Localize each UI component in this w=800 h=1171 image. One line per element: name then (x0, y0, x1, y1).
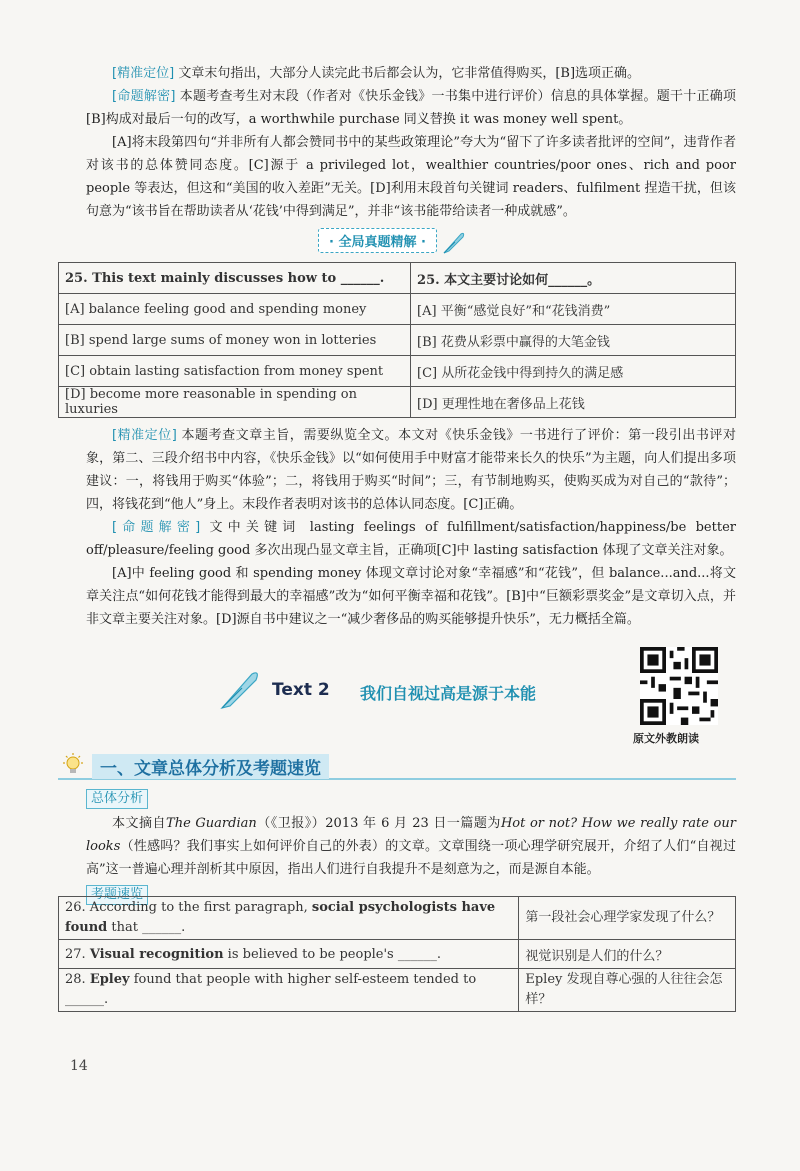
quill-icon (441, 230, 467, 256)
tag-label: 命题解密 (117, 89, 171, 104)
table-row (59, 294, 736, 325)
overview-text: 本文摘自The Guardian（《卫报》）2013 年 6 月 23 日一篇题为Hot or not? How we really rate our looks（性感吗？我们事实上如何评价自己的外表）的文章。文章围绕一项心理学研究展开，介绍了人们“自视过高”这一普遍心理并剖析其中原因，指出人们进行自我提升不是刻意为之，而是源自本能。 (86, 816, 736, 877)
top-p1: [精准定位] 文章末句指出，大部分人读完此书后都会认为，它非常值得购买，[B]选项正确。 (112, 66, 641, 81)
preview-q28-zh: Epley 发现自尊心强的人往往会怎样？ (519, 969, 736, 1012)
overview (86, 787, 736, 906)
q25-option-a-zh: [A] 平衡“感觉良好”和“花钱消费” (411, 294, 736, 325)
preview-tag: 考题速览 (86, 883, 736, 906)
lightbulb-icon (60, 752, 86, 778)
q25-option-c-en: [C] obtain lasting satisfaction from money spent (59, 356, 411, 387)
mid-p2: [命题解密] 文中关键词 lasting feelings of fulfillment/satisfaction/happiness/be better off/pleasure/feeling good 多次出现凸显文章主旨，正确项[C]中 lasting satisfaction 体现了文章关注对象。 (86, 520, 736, 558)
table-row (59, 897, 736, 940)
section-title: 一、文章总体分析及考题速览 (92, 754, 329, 779)
section-banner (318, 228, 488, 254)
tag-label: 精准定位 (117, 428, 172, 443)
text2-subtitle: 我们自视过高是源于本能 (360, 684, 537, 703)
tag-label: 精准定位 (117, 66, 170, 81)
table-row (59, 387, 736, 418)
top-p3: [A]将末段第四句“并非所有人都会赞同书中的某些政策理论”夸大为“留下了许多读者批评的空间”，违背作者对该书的总体赞同态度。[C]源于 a privileged lot，wealthier countries/poor ones、rich and poor people 等表达，但这和“美国的收入差距”无关。[D]利用末段首句关键词 readers、fulfilment 捏造干扰，但该句意为“该书旨在帮助读者从‘花钱’中得到满足”，并非“该书能带给读者一种成就感”。 (86, 135, 736, 219)
article-title: Hot or not? How we really rate our looks (86, 816, 736, 854)
preview-q28-en: 28. Epley found that people with higher self-esteem tended to ______. (59, 969, 519, 1012)
qr-caption: 原文外教朗读 (633, 732, 699, 745)
qr-code-icon[interactable] (640, 647, 718, 725)
table-row (59, 325, 736, 356)
table-row (59, 263, 736, 294)
mid-p2-text: 文中关键词 lasting feelings of fulfillment/satisfaction/happiness/be better off/pleasure/feeling good 多次出现凸显文章主旨，正确项[C]中 lasting satisfaction 体现了文章关注对象。 (86, 520, 736, 558)
preview-q26-en: 26. According to the first paragraph, social psychologists have found that ______. (59, 897, 519, 940)
mid-p1: [精准定位] 本题考查文章主旨，需要纵览全文。本文对《快乐金钱》一书进行了评价：第一段引出书评对象，第二、三段介绍书中内容，《快乐金钱》以“如何使用手中财富才能带来长久的快乐”为主题，向人们提出多项建议：一，将钱用于购买“体验”；二，将钱用于购买“时间”；三，有节制地购买，使购买成为对自己的“款待”；四，将钱花到“他人”身上。末段作者表明对该书的总体认同态度。[C]正确。 (86, 428, 736, 512)
text2-title: Text 2 (272, 680, 330, 700)
q25-option-d-en: [D] become more reasonable in spending on luxuries (59, 387, 411, 418)
page-number: 14 (70, 1058, 88, 1074)
source-title: The Guardian (166, 816, 257, 831)
table-row (59, 969, 736, 1012)
q25-en-stem: 25. This text mainly discusses how to ______. (59, 263, 411, 294)
q25-option-b-zh: [B] 花费从彩票中赢得的大笔金钱 (411, 325, 736, 356)
banner-label: · 全局真题精解 · (318, 228, 437, 253)
top-p1-text: 文章末句指出，大部分人读完此书后都会认为，它非常值得购买，[B]选项正确。 (178, 66, 641, 81)
section-heading (58, 752, 736, 780)
tag-label: 命题解密 (117, 520, 196, 535)
preview-q27-en: 27. Visual recognition is believed to be people's ______. (59, 940, 519, 969)
top-analysis (86, 62, 736, 223)
top-p2-text: 本题考查考生对末段（作者对《快乐金钱》一书集中进行评价）信息的具体掌握。题干十正确项[B]构成对最后一句的改写，a worthwhile purchase 同义替换 it was money well spent。 (86, 89, 736, 127)
quill-icon (218, 668, 262, 712)
q25-option-d-zh: [D] 更理性地在奢侈品上花钱 (411, 387, 736, 418)
q25-zh-stem: 25. 本文主要讨论如何______。 (411, 263, 736, 294)
mid-analysis (86, 424, 736, 631)
mid-p1-text: 本题考查文章主旨，需要纵览全文。本文对《快乐金钱》一书进行了评价：第一段引出书评对象，第二、三段介绍书中内容，《快乐金钱》以“如何使用手中财富才能带来长久的快乐”为主题，向人们提出多项建议：一，将钱用于购买“体验”；二，将钱用于购买“时间”；三，有节制地购买，使购买成为对自己的“款待”；四，将钱花到“他人”身上。末段作者表明对该书的总体认同态度。[C]正确。 (86, 428, 736, 512)
q25-option-c-zh: [C] 从所花金钱中得到持久的满足感 (411, 356, 736, 387)
table-row (59, 940, 736, 969)
q25-option-b-en: [B] spend large sums of money won in lotteries (59, 325, 411, 356)
table-row (59, 356, 736, 387)
q25-table (58, 262, 736, 418)
overview-tag: 总体分析 (86, 787, 736, 810)
preview-q26-zh: 第一段社会心理学家发现了什么？ (519, 897, 736, 940)
preview-q27-zh: 视觉识别是人们的什么？ (519, 940, 736, 969)
preview-table (58, 896, 736, 1012)
top-p2: [命题解密] 本题考查考生对末段（作者对《快乐金钱》一书集中进行评价）信息的具体掌握。题干十正确项[B]构成对最后一句的改写，a worthwhile purchase 同义替换 it was money well spent。 (86, 89, 736, 127)
mid-p3: [A]中 feeling good 和 spending money 体现文章讨论对象“幸福感”和“花钱”，但 balance...and...将文章关注点“如何花钱才能得到最大的幸福感”改为“如何平衡幸福和花钱”。[B]中“巨额彩票奖金”是文章切入点，并非文章主要关注对象。[D]源自书中建议之一“减少奢侈品的购买能够提升快乐”，无力概括全篇。 (86, 566, 736, 627)
q25-option-a-en: [A] balance feeling good and spending money (59, 294, 411, 325)
